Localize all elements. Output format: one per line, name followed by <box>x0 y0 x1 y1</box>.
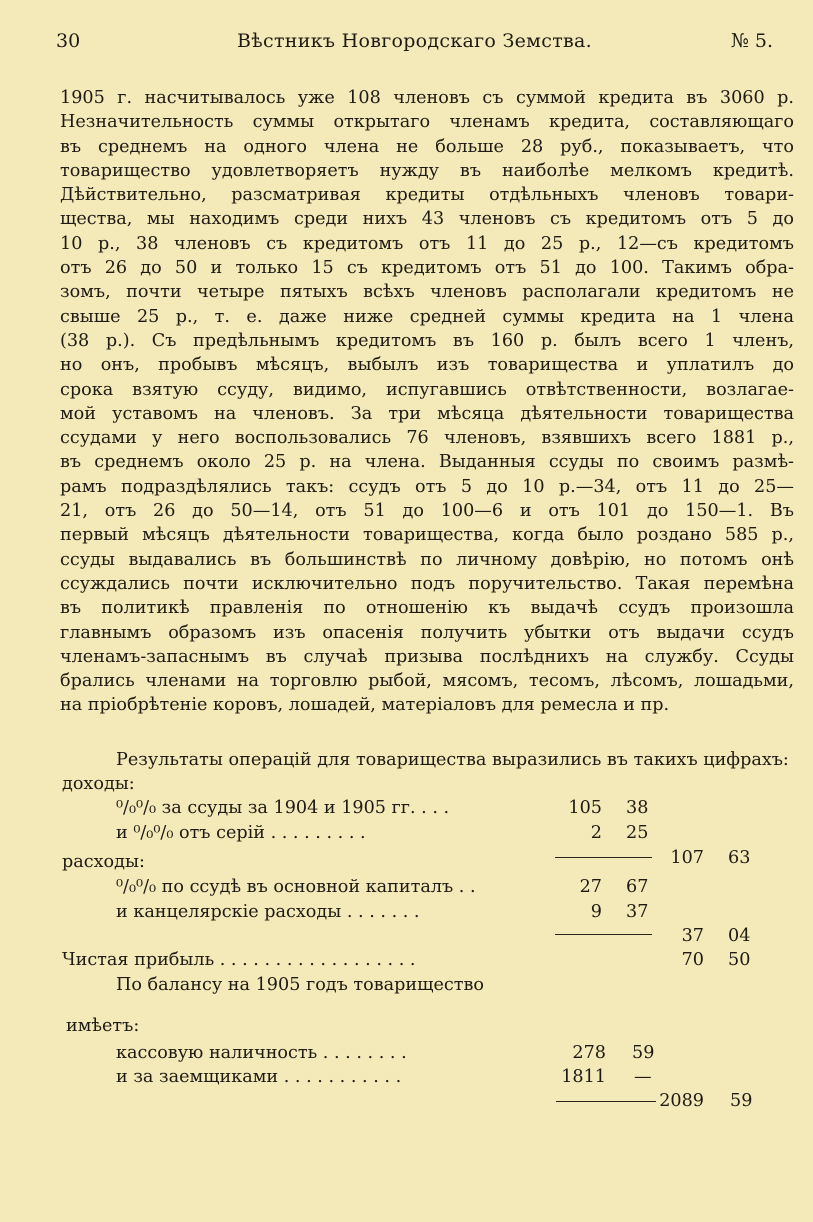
paragraph-line: отъ 26 до 50 и только 15 съ кредитомъ отъ 51 до 100. Такимъ обра- <box>60 258 794 279</box>
paragraph-line: свыше 25 р., т. е. даже ниже средней суммы кредита на 1 члена <box>60 306 794 327</box>
income-item-kop: 25 <box>626 823 649 843</box>
asset-item-rub: 278 <box>572 1043 606 1063</box>
assets-sum-rule <box>556 1101 656 1102</box>
expense-item-rub: 9 <box>590 902 602 922</box>
net-profit-kop: 50 <box>728 950 751 970</box>
expense-item-rub: 27 <box>579 877 602 897</box>
expense-item-label: ⁰/₀⁰/₀ по ссудѣ въ основной капиталъ . . <box>116 877 476 897</box>
page-number: 30 <box>56 30 81 52</box>
paragraph-line: зомъ, почти четыре пятыхъ всѣхъ членовъ располагали кредитомъ не <box>60 282 794 303</box>
expense-sum-rule <box>555 934 652 935</box>
income-total-rub: 107 <box>670 848 704 868</box>
income-heading: доходы: <box>62 774 135 794</box>
paragraph-line: въ среднемъ около 25 р. на члена. Выданныя ссуды по своимъ размѣ- <box>60 452 794 473</box>
income-sum-rule <box>555 857 652 858</box>
paragraph-line: главнымъ образомъ изъ опасенія получить убытки отъ выдачи ссудъ <box>60 622 794 643</box>
asset-item-label: кассовую наличность . . . . . . . . <box>116 1043 407 1063</box>
net-profit-rub: 70 <box>681 950 704 970</box>
income-item-rub: 105 <box>568 798 602 818</box>
assets-total-rub: 2089 <box>659 1091 704 1111</box>
expense-total-rub: 37 <box>681 926 704 946</box>
paragraph-line: ссуждались почти исключительно подъ поручительство. Такая перемѣна <box>60 573 794 594</box>
paragraph-line: срока взятую ссуду, видимо, испугавшись отвѣтственности, возлагае- <box>60 379 794 400</box>
paragraph-line: Незначительность суммы открытаго членамъ кредита, составляющаго <box>60 112 794 133</box>
issue-number: № 5. <box>730 30 773 52</box>
paragraph-line: мой уставомъ на членовъ. За три мѣсяца дѣятельности товарищества <box>60 403 794 424</box>
paragraph-line: ссудами у него воспользовались 76 членовъ, взявшихъ всего 1881 р., <box>60 428 794 449</box>
paragraph-line: первый мѣсяцъ дѣятельности товарищества, когда было роздано 585 р., <box>60 525 794 546</box>
results-intro: Результаты операцій для товарищества выразились въ такихъ цифрахъ: <box>116 750 789 770</box>
paragraph-line: брались членами на торговлю рыбой, мясомъ, тесомъ, лѣсомъ, лошадьми, <box>60 671 794 692</box>
paragraph-line: 21, отъ 26 до 50—14, отъ 51 до 100—6 и отъ 101 до 150—1. Въ <box>60 501 794 522</box>
income-item-label: ⁰/₀⁰/₀ за ссуды за 1904 и 1905 гг. . . . <box>116 798 450 818</box>
paragraph-line: Дѣйствительно, разсматривая кредиты отдѣльныхъ членовъ товари- <box>60 185 794 206</box>
paragraph-line: на пріобрѣтеніе коровъ, лошадей, матеріаловъ для ремесла и пр. <box>60 695 670 716</box>
paragraph-line: (38 р.). Съ предѣльнымъ кредитомъ въ 160 р. былъ всего 1 членъ, <box>60 330 794 351</box>
paragraph-line: рамъ подраздѣлялись такъ: ссудъ отъ 5 до 10 р.—34, отъ 11 до 25— <box>60 476 794 497</box>
income-item-label: и ⁰/₀⁰/₀ отъ серій . . . . . . . . . <box>116 823 366 843</box>
net-profit-label: Чистая прибыль . . . . . . . . . . . . . . . . . . <box>62 950 416 970</box>
paragraph-line: въ среднемъ на одного члена не больше 28 руб., показываетъ, что <box>60 136 794 157</box>
paragraph-line: въ политикѣ правленія по отношенію къ выдачѣ ссудъ произошла <box>60 598 794 619</box>
asset-item-label: и за заемщиками . . . . . . . . . . . <box>116 1067 402 1087</box>
expense-item-kop: 37 <box>626 902 649 922</box>
income-total-kop: 63 <box>728 848 751 868</box>
expense-heading: расходы: <box>62 852 145 872</box>
paragraph-line: но онъ, пробывъ мѣсяцъ, выбылъ изъ товарищества и уплатилъ до <box>60 355 794 376</box>
journal-title: Вѣстникъ Новгородскаго Земства. <box>237 30 592 52</box>
assets-heading: имѣетъ: <box>66 1016 140 1036</box>
assets-total-kop: 59 <box>730 1091 753 1111</box>
body-paragraph <box>60 86 794 718</box>
income-item-kop: 38 <box>626 798 649 818</box>
paragraph-line: товарищество удовлетворяетъ нужду въ наиболѣе мелкомъ кредитѣ. <box>60 160 794 181</box>
paragraph-line: 1905 г. насчитывалось уже 108 членовъ съ суммой кредита въ 3060 р. <box>60 88 794 108</box>
balance-intro: По балансу на 1905 годъ товарищество <box>116 975 484 995</box>
expense-item-label: и канцелярскіе расходы . . . . . . . <box>116 902 420 922</box>
running-header <box>56 30 773 60</box>
asset-item-kop: 59 <box>632 1043 655 1063</box>
paragraph-line: 10 р., 38 членовъ съ кредитомъ отъ 11 до 25 р., 12—съ кредитомъ <box>60 233 794 254</box>
paragraph-line: щества, мы находимъ среди нихъ 43 членовъ съ кредитомъ отъ 5 до <box>60 209 794 230</box>
expense-item-kop: 67 <box>626 877 649 897</box>
expense-total-kop: 04 <box>728 926 751 946</box>
paragraph-line: ссуды выдавались въ большинствѣ по личному довѣрію, но потомъ онѣ <box>60 549 794 570</box>
income-item-rub: 2 <box>590 823 602 843</box>
asset-item-rub: 1811 <box>561 1067 606 1087</box>
paragraph-line: членамъ-запаснымъ въ случаѣ призыва послѣднихъ на службу. Ссуды <box>60 646 794 667</box>
asset-item-kop: — <box>634 1067 652 1087</box>
